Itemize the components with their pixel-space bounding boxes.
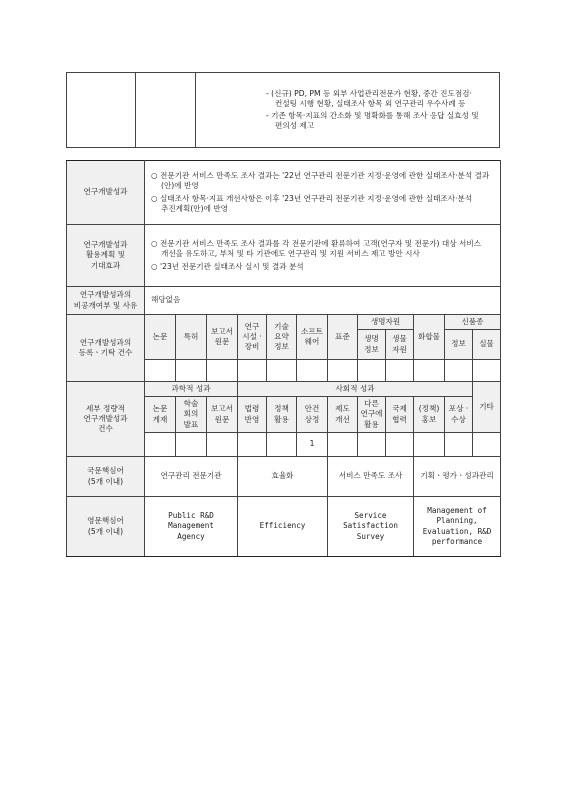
- nondisclosure-label-line-1: 연구개발성과의: [79, 290, 132, 300]
- reg-value: [297, 360, 328, 382]
- top-continuation-table: [66, 72, 500, 148]
- kor-keywords-label-line-1: 국문핵심어: [87, 466, 124, 476]
- nondisclosure-label-line-2: 비공개여부 및 사유: [73, 300, 138, 310]
- eng-keywords-label-line-2: (5개 이내): [87, 526, 124, 536]
- reg-value: [414, 360, 445, 382]
- eng-keyword-2: Efficiency: [238, 497, 328, 557]
- perf-col-journal: 논문 게재: [145, 397, 176, 433]
- perf-col-promotion: (정책) 홍보: [414, 397, 445, 433]
- reg-value: [238, 360, 267, 382]
- reg-col-report: 보고서 원문: [207, 315, 238, 360]
- perf-col-system: 제도 개선: [328, 397, 358, 433]
- reg-col-facility: 연구 시설 ·장비: [238, 315, 267, 360]
- reg-value: [328, 360, 358, 382]
- reg-group-new-variety: 신품종: [445, 315, 501, 330]
- perf-value: [414, 433, 445, 457]
- perf-value: [267, 433, 297, 457]
- kor-keyword-2: 효율화: [238, 457, 328, 497]
- reg-value: [176, 360, 207, 382]
- usage-content: [145, 225, 501, 287]
- results-content: [145, 161, 501, 225]
- perf-value: [176, 433, 207, 457]
- registration-label-line-2: 등록ㆍ기탁 건수: [78, 348, 133, 357]
- performance-label: [67, 382, 145, 457]
- eng-keyword-3: Service Satisfaction Survey: [328, 497, 414, 557]
- kor-keyword-4: 기획ㆍ평가ㆍ성과관리: [414, 457, 501, 497]
- perf-col-agenda: 안건 상정: [297, 397, 328, 433]
- perf-col-other-research: 다른 연구에 활용: [358, 397, 386, 433]
- perf-col-intl: 국제 협력: [386, 397, 414, 433]
- reg-value: [473, 360, 501, 382]
- registration-label: [67, 315, 145, 382]
- eng-keyword-4: Management of Planning, Evaluation, R&D performance: [414, 497, 501, 557]
- usage-item-2: ○ '23년 전문기관 실태조사 실시 및 결과 분석: [151, 262, 304, 272]
- eng-keywords-label-line-1: 영문핵심어: [87, 516, 124, 526]
- usage-label-line-1: 연구개발성과: [83, 240, 128, 250]
- performance-label-line-1: 세부 정량적: [85, 403, 126, 413]
- perf-value: [386, 433, 414, 457]
- perf-value: [328, 433, 358, 457]
- performance-label-line-2: 연구개발성과: [83, 413, 128, 423]
- top-dash-item-1: - (신규) PD, PM 등 외부 사업관리전문가 현황, 중간 진도점검·컨설팅 시행 현황, 실태조사 항목 외 연구관리 우수사례 등: [266, 88, 472, 108]
- perf-value: [238, 433, 267, 457]
- reg-value: [445, 360, 473, 382]
- reg-col-tech-summary: 기술 요약 정보: [267, 315, 297, 360]
- kor-keyword-1: 연구관리 전문기관: [145, 457, 238, 497]
- perf-value: [145, 433, 176, 457]
- results-label: 연구개발성과: [67, 161, 145, 225]
- reg-value: [386, 360, 414, 382]
- perf-value: [207, 433, 238, 457]
- eng-keyword-1: Public R&D Management Agency: [145, 497, 238, 557]
- kor-keyword-3: 서비스 만족도 조사: [328, 457, 414, 497]
- usage-label: [67, 225, 145, 287]
- results-item-1: ○ 전문기관 서비스 만족도 조사 결과는 '22년 연구관리 전문기관 지정·운영에 관한 실태조사·분석 결과(안)에 반영: [151, 170, 490, 190]
- summary-table: [66, 160, 501, 557]
- registration-label-line-1: 연구개발성과의: [79, 337, 132, 347]
- reg-col-bio-info: 생명 정보: [358, 330, 386, 360]
- reg-col-paper: 논문: [145, 315, 176, 360]
- eng-keywords-label: [67, 497, 145, 557]
- perf-value: 1: [297, 433, 328, 457]
- perf-col-policy: 정책 활용: [267, 397, 297, 433]
- reg-col-new-info: 정보: [445, 330, 473, 360]
- performance-label-line-3: 건수: [98, 424, 113, 434]
- reg-col-bio-resource: 생물 자원: [386, 330, 414, 360]
- perf-value: [358, 433, 386, 457]
- usage-item-1: ○ 전문기관 서비스 만족도 조사 결과를 각 전문기관에 환류하여 고객(연구자 및 전문가) 대상 서비스 개선을 유도하고, 부처 및 타 기관에도 연구관리 및 지원 서비스 제고 방안 시사: [151, 238, 482, 258]
- reg-value: [358, 360, 386, 382]
- results-item-2: ○ 실태조사 항목·지표 개선사항은 이후 '23년 연구관리 전문기관 지정·운영에 관한 실태조사·분석 추진계획(안)에 반영: [151, 194, 473, 214]
- perf-group-scientific: 과학적 성과: [145, 382, 238, 397]
- usage-label-line-2: 활용계획 및: [85, 250, 126, 260]
- reg-col-patent: 특허: [176, 315, 207, 360]
- reg-col-standard: 표준: [328, 315, 358, 360]
- perf-col-law: 법령 반영: [238, 397, 267, 433]
- perf-value: [445, 433, 473, 457]
- perf-col-etc: 기타: [473, 382, 501, 433]
- top-dash-item-2: - 기존 항목·지표의 간소화 및 명확화를 통해 조사 응답 실효성 및 편의성 제고: [266, 111, 479, 131]
- nondisclosure-value: 해당없음: [145, 287, 501, 315]
- reg-group-bio: 생명자원: [358, 315, 414, 330]
- perf-col-report: 보고서 원문: [207, 397, 238, 433]
- reg-col-new-material: 실물: [473, 330, 501, 360]
- top-empty-cell-2: [136, 73, 196, 148]
- reg-col-software: 소프트 웨어: [297, 315, 328, 360]
- reg-value: [267, 360, 297, 382]
- kor-keywords-label-line-2: (5개 이내): [87, 476, 124, 486]
- perf-col-award: 포상 ·수상: [445, 397, 473, 433]
- perf-group-social: 사회적 성과: [238, 382, 473, 397]
- top-description-cell: [196, 73, 500, 148]
- perf-value: [473, 433, 501, 457]
- reg-value: [207, 360, 238, 382]
- nondisclosure-label: [67, 287, 145, 315]
- usage-label-line-3: 기대효과: [90, 260, 121, 270]
- reg-value: [145, 360, 176, 382]
- reg-col-compound: 화합물: [414, 315, 445, 360]
- kor-keywords-label: [67, 457, 145, 497]
- perf-col-conference: 학술 회의 발표: [176, 397, 207, 433]
- top-empty-cell-1: [67, 73, 136, 148]
